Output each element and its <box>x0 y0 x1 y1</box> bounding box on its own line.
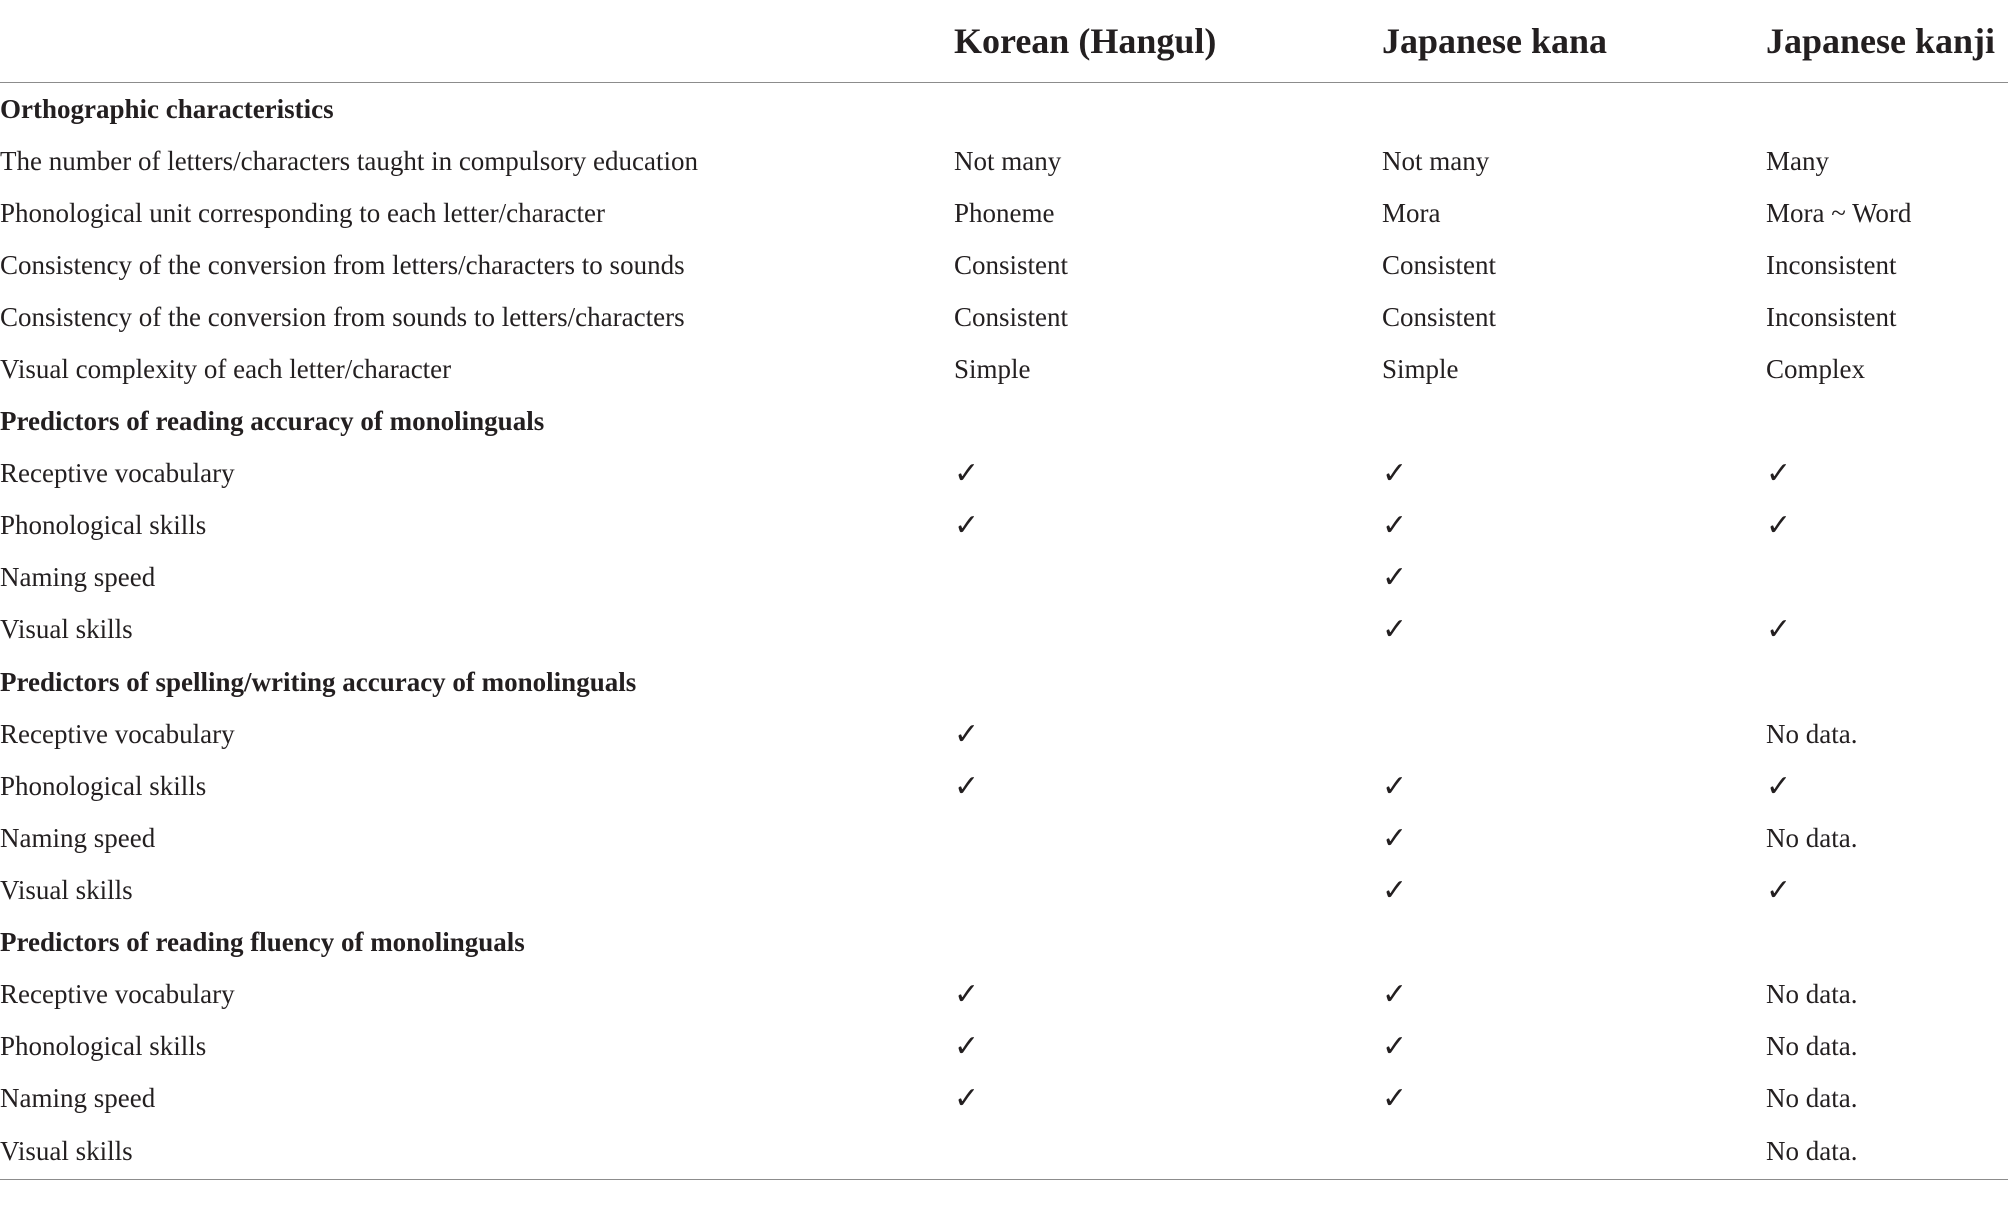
row-label: Phonological skills <box>0 1031 207 1062</box>
check-mark-icon: ✓ <box>1382 1081 1408 1117</box>
table-header-row <box>0 0 2008 83</box>
check-mark-icon: ✓ <box>1382 1029 1408 1065</box>
header-japanese-kanji: Japanese kanji <box>1766 0 2008 83</box>
cell-japanese-kanji: No data. <box>1766 1125 2008 1180</box>
row-label: Phonological skills <box>0 510 207 541</box>
cell-japanese-kana <box>1382 917 1766 969</box>
cell-korean-hangul: Not many <box>954 145 1062 176</box>
table-row <box>0 135 2008 187</box>
cell-japanese-kana <box>1382 396 1766 448</box>
check-mark-icon: ✓ <box>1766 872 1792 908</box>
check-mark-icon: ✓ <box>1382 820 1408 856</box>
row-label: Consistency of the conversion from letters/characters to sounds <box>0 249 685 280</box>
table-row <box>0 187 2008 239</box>
cell-japanese-kanji: Inconsistent <box>1766 301 1897 332</box>
table-row <box>0 708 2008 760</box>
check-mark-icon: ✓ <box>1382 977 1408 1013</box>
cell-japanese-kana: Consistent <box>1382 249 1497 280</box>
table-row <box>0 969 2008 1021</box>
cell-japanese-kanji: Many <box>1766 145 1829 176</box>
cell-japanese-kana <box>1382 83 1766 136</box>
row-label: The number of letters/characters taught in compulsory education <box>0 145 699 176</box>
check-mark-icon: ✓ <box>1382 456 1408 492</box>
cell-japanese-kana: Simple <box>1382 354 1459 385</box>
section-header-row <box>0 656 2008 708</box>
cell-korean-hangul <box>954 604 1382 656</box>
cell-japanese-kana: Not many <box>1382 145 1490 176</box>
check-mark-icon: ✓ <box>954 1029 980 1065</box>
row-label: Consistency of the conversion from sounds to letters/characters <box>0 301 685 332</box>
cell-korean-hangul <box>954 917 1382 969</box>
cell-japanese-kana: Mora <box>1382 197 1441 228</box>
check-mark-icon: ✓ <box>1766 456 1792 492</box>
row-label: Visual skills <box>0 874 133 905</box>
table-row <box>0 500 2008 552</box>
table-row <box>0 760 2008 812</box>
table-row <box>0 448 2008 500</box>
cell-korean-hangul <box>954 552 1382 604</box>
check-mark-icon: ✓ <box>954 716 980 752</box>
table-row <box>0 604 2008 656</box>
cell-japanese-kanji <box>1766 656 2008 708</box>
row-label: Visual skills <box>0 614 133 645</box>
cell-korean-hangul <box>954 1125 1382 1180</box>
cell-korean-hangul: Simple <box>954 354 1031 385</box>
check-mark-icon: ✓ <box>1766 768 1792 804</box>
check-mark-icon: ✓ <box>954 977 980 1013</box>
check-mark-icon: ✓ <box>1382 508 1408 544</box>
header-japanese-kana: Japanese kana <box>1382 0 1766 83</box>
cell-japanese-kanji <box>1766 396 2008 448</box>
section-header-row <box>0 396 2008 448</box>
cell-japanese-kanji: No data. <box>1766 718 1858 749</box>
table-row <box>0 864 2008 916</box>
cell-korean-hangul <box>954 396 1382 448</box>
cell-japanese-kanji: No data. <box>1766 979 1858 1010</box>
cell-japanese-kanji: No data. <box>1766 1031 1858 1062</box>
cell-japanese-kanji <box>1766 83 2008 136</box>
row-label: Naming speed <box>0 822 156 853</box>
table-row <box>0 812 2008 864</box>
cell-japanese-kana: Consistent <box>1382 301 1497 332</box>
check-mark-icon: ✓ <box>1382 560 1408 596</box>
cell-korean-hangul: Phoneme <box>954 197 1055 228</box>
row-label: Visual complexity of each letter/character <box>0 354 452 385</box>
check-mark-icon: ✓ <box>954 456 980 492</box>
row-label: Visual skills <box>0 1125 954 1180</box>
table-body <box>0 83 2008 1180</box>
cell-korean-hangul: Consistent <box>954 301 1069 332</box>
cell-korean-hangul <box>954 812 1382 864</box>
table-row <box>0 1073 2008 1125</box>
row-label: Receptive vocabulary <box>0 458 235 489</box>
cell-korean-hangul: Consistent <box>954 249 1069 280</box>
check-mark-icon: ✓ <box>1382 768 1408 804</box>
section-title: Predictors of reading accuracy of monolinguals <box>0 406 545 437</box>
cell-japanese-kanji: Mora ~ Word <box>1766 197 1912 228</box>
cell-japanese-kanji <box>1766 552 2008 604</box>
section-title: Predictors of spelling/writing accuracy of monolinguals <box>0 666 637 697</box>
section-title: Predictors of reading fluency of monolinguals <box>0 927 525 958</box>
check-mark-icon: ✓ <box>954 1081 980 1117</box>
check-mark-icon: ✓ <box>1766 508 1792 544</box>
cell-japanese-kana <box>1382 1125 1766 1180</box>
check-mark-icon: ✓ <box>954 508 980 544</box>
section-title: Orthographic characteristics <box>0 93 334 124</box>
cell-japanese-kanji: Complex <box>1766 354 1865 385</box>
check-mark-icon: ✓ <box>1382 612 1408 648</box>
cell-japanese-kanji: No data. <box>1766 1083 1858 1114</box>
cell-korean-hangul <box>954 864 1382 916</box>
cell-japanese-kanji: Inconsistent <box>1766 249 1897 280</box>
table-row <box>0 239 2008 291</box>
table-row <box>0 1125 2008 1180</box>
table-row <box>0 552 2008 604</box>
table-row <box>0 343 2008 395</box>
cell-korean-hangul <box>954 83 1382 136</box>
row-label: Phonological skills <box>0 770 207 801</box>
section-header-row <box>0 83 2008 136</box>
cell-japanese-kana <box>1382 708 1766 760</box>
check-mark-icon: ✓ <box>954 768 980 804</box>
table-row <box>0 1021 2008 1073</box>
row-label: Receptive vocabulary <box>0 979 235 1010</box>
cell-japanese-kanji: No data. <box>1766 822 1858 853</box>
row-label: Receptive vocabulary <box>0 718 235 749</box>
cell-japanese-kanji <box>1766 917 2008 969</box>
section-header-row <box>0 917 2008 969</box>
check-mark-icon: ✓ <box>1382 872 1408 908</box>
check-mark-icon: ✓ <box>1766 612 1792 648</box>
row-label: Phonological unit corresponding to each letter/character <box>0 197 606 228</box>
row-label: Naming speed <box>0 1083 156 1114</box>
row-label: Naming speed <box>0 562 156 593</box>
header-korean-hangul: Korean (Hangul) <box>954 0 1382 83</box>
cell-korean-hangul <box>954 656 1382 708</box>
table-row <box>0 291 2008 343</box>
header-empty <box>0 0 954 83</box>
cell-japanese-kana <box>1382 656 1766 708</box>
